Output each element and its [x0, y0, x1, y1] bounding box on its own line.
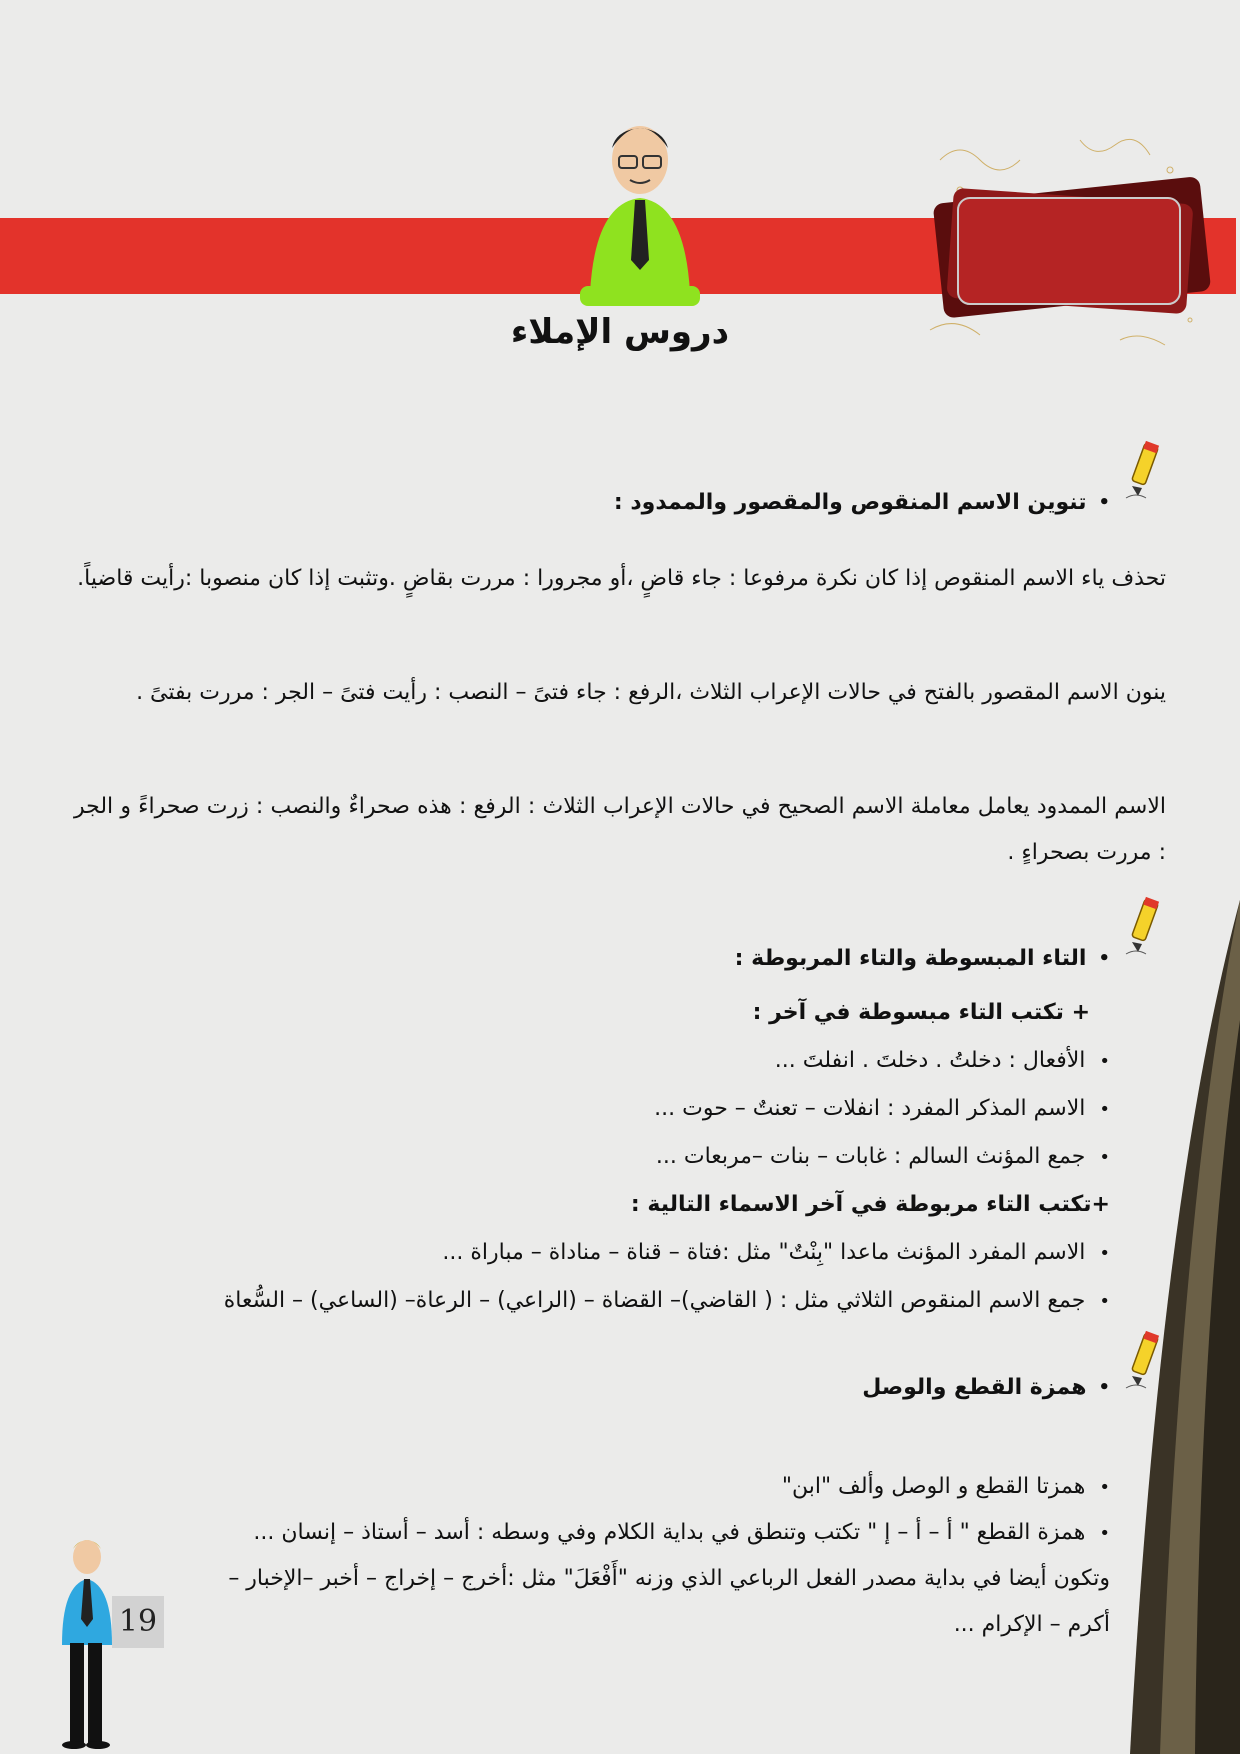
list-item: • جمع الاسم المنقوص الثلاثي مثل : ( القاضي)– القضاة – (الراعي) – الرعاة– (الساعي) – السُّعاة	[224, 1288, 1110, 1313]
section-heading-hamza	[862, 1375, 1110, 1400]
paragraph-maqsur: ينون الاسم المقصور بالفتح في حالات الإعراب الثلاث ،الرفع : جاء فتىً – النصب : رأيت فتىً – الجر : مررت بفتىً .	[136, 680, 1166, 705]
section-heading-text: التاء المبسوطة والتاء المربوطة :	[734, 946, 1087, 971]
pencil-icon	[1122, 1330, 1166, 1392]
corner-decoration-icon	[1100, 900, 1240, 1754]
bullet: •	[1098, 1377, 1110, 1398]
section-heading-text: همزة القطع والوصل	[862, 1375, 1087, 1400]
pencil-icon	[1122, 896, 1166, 958]
page-number: 19	[112, 1596, 164, 1648]
list-item: • الاسم المفرد المؤنث ماعدا "بِنْتٌ" مثل :فتاة – قناة – مناداة – مباراة ...	[442, 1240, 1110, 1265]
section-heading-text: تنوين الاسم المنقوص والمقصور والممدود :	[613, 490, 1087, 515]
page-title: دروس الإملاء	[510, 312, 730, 352]
paragraph-manqus: تحذف ياء الاسم المنقوص إذا كان نكرة مرفوعا : جاء قاضٍ ،أو مجرورا : مررت بقاضٍ .وتثبت إذا كان منصوبا :رأيت قاضياً.	[77, 566, 1166, 591]
bullet: •	[1098, 492, 1110, 513]
teacher-character-icon	[575, 118, 705, 313]
list-item: • الأفعال : دخلتُ . دخلتَ . انفلتَ ...	[775, 1048, 1110, 1073]
subheading-mabsuta: + تكتب التاء مبسوطة في آخر :	[752, 1000, 1090, 1025]
bullet: •	[1098, 948, 1110, 969]
list-item: • همزتا القطع و الوصل وألف "ابن"	[782, 1474, 1110, 1499]
list-item: • الاسم المذكر المفرد : انفلات – تعنتٌ – حوت ...	[654, 1096, 1110, 1121]
paragraph-mamdud: الاسم الممدود يعامل معاملة الاسم الصحيح في حالات الإعراب الثلاث : الرفع : هذه صحراءٌ والنصب : زرت صحراءً و الجر : مررت بصحراءٍ .	[74, 794, 1166, 865]
section-heading-tanween	[614, 490, 1110, 515]
continuation-line: أكرم – الإكرام ...	[953, 1612, 1110, 1637]
pencil-icon	[1122, 440, 1166, 502]
section-heading-taa	[735, 946, 1110, 971]
continuation-line: وتكون أيضا في بداية مصدر الفعل الرباعي الذي وزنه "أَفْعَلَ" مثل :أخرج – إخراج – أخبر –الإخبار –	[228, 1566, 1110, 1591]
list-item: • همزة القطع " أ – أ – إ " تكتب وتنطق في بداية الكلام وفي وسطه : أسد – أستاذ – إنسان ...	[253, 1520, 1110, 1545]
subheading-marbuta: +تكتب التاء مربوطة في آخر الاسماء التالية :	[630, 1192, 1110, 1217]
list-item: • جمع المؤنث السالم : غابات – بنات –مربعات ...	[656, 1144, 1110, 1169]
decorative-frame-icon	[920, 130, 1220, 360]
